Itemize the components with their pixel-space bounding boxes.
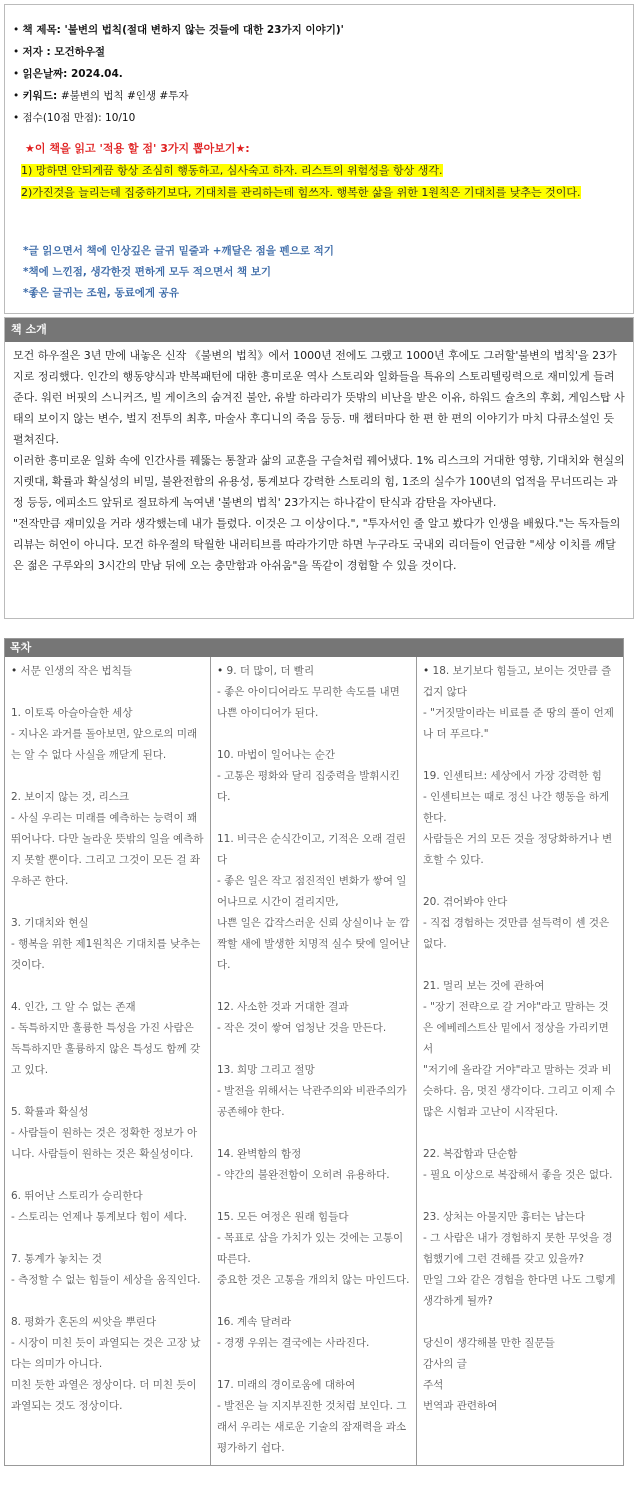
toc-entry: - 고통은 평화와 달리 집중력을 발휘시킨다. [217,770,400,803]
toc-entry: - 사람들이 원하는 것은 정확한 정보가 아니다. 사람들이 원하는 것은 확실성이다. [11,1127,198,1160]
toc-spacer [423,1186,617,1207]
toc-entry: - 행복을 위한 제1원칙은 기대치를 낮추는 것이다. [11,938,201,971]
score-row: • 점수(10점 만점): 10/10 [13,107,344,129]
toc-entry: 중요한 것은 고통을 개의치 않는 마인드다. [217,1274,410,1286]
toc-entry: 11. 비극은 순식간이고, 기적은 오래 걸린다 [217,833,406,866]
toc-entry: 1. 이토록 아슬아슬한 세상 [11,707,133,719]
toc-entry: 8. 평화가 혼돈의 씨앗을 뿌린다 [11,1316,157,1328]
toc-entry: 12. 사소한 것과 거대한 결과 [217,1001,349,1013]
toc-entry: - 사실 우리는 미래를 예측하는 능력이 꽤 뛰어나다. 다만 놀라운 뜻밖의 일을 예측하지 못할 뿐이다. 그리고 그것이 모든 걸 좌우하곤 한다. [11,812,204,887]
intro-paragraph: 이러한 흥미로운 일화 속에 인간사를 꿰뚫는 통찰과 삶의 교훈을 구슬처럼 꿰어냈다. 1% 리스크의 거대한 영향, 기대치와 현실의 지렛대, 확률과 확실성의 비밀, 불완전함의 유용성, 통계보다 강력한 스토리의 힘, 1조의 실수가 100년의 업적을 무너뜨리는 과정 등등, 에피소드 앞뒤로 절묘하게 녹여낸 '불변의 법칙' 23가지는 하나같이 탄식과 감탄을 자아낸다. [13,454,625,509]
keywords-label: 키워드 [22,90,53,102]
recommendation-item: 2)가진것을 늘리는데 집중하기보다, 기대치를 관리하는데 힘쓰자. 행복한 삶을 위한 1원칙은 기대치를 낮추는 것이다. [21,186,581,199]
intro-heading: 책 소개 [5,318,633,342]
toc-entry: 번역과 관련하여 [423,1400,498,1412]
toc-spacer [11,1081,204,1102]
toc-entry: 20. 겪어봐야 안다 [423,896,508,908]
toc-entry: 14. 완벽함의 함정 [217,1148,302,1160]
toc-spacer [423,871,617,892]
book-title-value: '불변의 법칙(절대 변하지 않는 것들에 대한 23가지 이야기)' [64,24,344,36]
toc-entry: 사람들은 거의 모든 것을 정당화하거나 변호할 수 있다. [423,833,613,866]
author-value: 모건하우절 [54,46,106,58]
author-row: • 저자 : 모건하우절 [13,41,344,63]
book-info-box [4,4,634,314]
toc-entry: 6. 뛰어난 스토리가 승리한다 [11,1190,143,1202]
toc-entry: - "장기 전략으로 갈 거야"라고 말하는 것은 에베레스트산 밑에서 정상을 가리키면서 [423,1001,609,1055]
toc-spacer [11,892,204,913]
toc-spacer [11,1291,204,1312]
toc-entry: - 발전은 늘 지지부진한 것처럼 보인다. 그래서 우리는 새로운 기술의 잠재력을 과소평가하기 쉽다. [217,1400,407,1454]
note-item: *글 읽으면서 책에 인상깊은 글귀 밑줄과 +깨달은 점을 펜으로 적기 [23,245,334,257]
toc-entry: 만일 그와 같은 경험을 한다면 나도 그렇게 생각하게 될까? [423,1274,616,1307]
toc-entry: 2. 보이지 않는 것, 리스크 [11,791,129,803]
book-info-list [13,19,344,129]
toc-entry: 19. 인센티브: 세상에서 가장 강력한 힘 [423,770,602,782]
toc-column-2 [211,657,417,1465]
toc-entry: - 스토리는 언제나 통계보다 힘이 세다. [11,1211,187,1223]
toc-entry: - 측정할 수 없는 힘들이 세상을 움직인다. [11,1274,201,1286]
note-item: *책에 느낀점, 생각한것 편하게 모두 적으면서 책 보기 [23,266,272,278]
toc-spacer [11,1228,204,1249]
toc-entry: "저기에 올라갈 거야"라고 말하는 것과 비슷하다. 음, 멋진 생각이다. 그리고 이제 수많은 시험과 고난이 시작된다. [423,1064,616,1118]
toc-entry: 16. 계속 달려라 [217,1316,292,1328]
toc-spacer [423,745,617,766]
toc-spacer [217,1291,410,1312]
toc-entry: 감사의 글 [423,1358,467,1370]
toc-entry: - 직접 경험하는 것만큼 설득력이 센 것은 없다. [423,917,610,950]
book-title-row: • 책 제목: '불변의 법칙(절대 변하지 않는 것들에 대한 23가지 이야기)' [13,19,344,41]
toc-entry: - "거짓말이라는 비료를 준 땅의 풀이 언제나 더 푸르다." [423,707,614,740]
toc-entry: 23. 상처는 아물지만 흉터는 남는다 [423,1211,585,1223]
toc-entry: 21. 멀리 보는 것에 관하여 [423,980,545,992]
intro-paragraph: "전작만큼 재미있을 거라 생각했는데 내가 틀렸다. 이것은 그 이상이다.", "투자서인 줄 알고 봤다가 인생을 배웠다."는 독자들의 리뷰는 허언이 아니다. 모건 하우절의 탁월한 내러티브를 따라가기만 하면 누구라도 국내외 리더들이 언급한 "세상 이치를 깨달은 젊은 구루와의 3시간의 만남 뒤에 오는 충만함과 아쉬움"을 똑같이 경험할 수 있을 것이다. [13,517,621,572]
table-of-contents [4,638,624,1466]
toc-entry: - 좋은 일은 작고 점진적인 변화가 쌓여 일어나므로 시간이 걸리지만, [217,875,407,908]
keywords-value: #불변의 법칙 #인생 #투자 [60,90,189,102]
toc-spacer [217,1123,410,1144]
date-value: 2024.04. [70,68,123,80]
toc-entry: • 9. 더 많이, 더 빨리 [217,661,410,682]
toc-entry: - 필요 이상으로 복잡해서 좋을 것은 없다. [423,1169,613,1181]
intro-body [5,342,633,576]
toc-spacer [11,682,204,703]
toc-spacer [423,1312,617,1333]
toc-spacer [217,1354,410,1375]
note-item: *좋은 글귀는 조원, 동료에게 공유 [23,287,179,299]
toc-entry: 3. 기대치와 현실 [11,917,89,929]
score-label: 점수(10점 만점) [22,112,99,124]
toc-heading: 목차 [5,639,623,657]
toc-entry: 10. 마법이 일어나는 순간 [217,749,335,761]
toc-spacer [11,1165,204,1186]
toc-entry: - 지나온 과거를 돌아보면, 앞으로의 미래는 알 수 없다 사실을 깨닫게 된다. [11,728,198,761]
toc-entry: • 18. 보기보다 힘들고, 보이는 것만큼 즐겁지 않다 [423,661,617,703]
toc-column-3 [417,657,623,1465]
toc-spacer [11,976,204,997]
toc-entry: - 좋은 아이디어라도 무리한 속도를 내면 나쁜 아이디어가 된다. [217,686,400,719]
toc-spacer [217,1039,410,1060]
toc-entry: • 서문 인생의 작은 법칙들 [11,661,204,682]
toc-spacer [217,1186,410,1207]
toc-spacer [217,976,410,997]
toc-entry: - 인센티브는 때로 정신 나간 행동을 하게 한다. [423,791,610,824]
book-intro-section [4,317,634,619]
toc-entry: 13. 희망 그리고 절망 [217,1064,315,1076]
recommendations [21,138,627,204]
intro-paragraph: 모건 하우절은 3년 만에 내놓은 신작 《불변의 법칙》에서 1000년 전에도 그랬고 1000년 후에도 그러할'불변의 법칙'을 23가지로 정리했다. 인간의 행동양식과 반복패턴에 대한 흥미로운 역사 스토리와 일화들을 특유의 스토리텔링력으로 재미있게 들려준다. 워런 버핏의 스니커즈, 빌 게이츠의 숨겨진 불안, 유발 하라리가 뜻밖의 비난을 받은 이유, 하워드 슐츠의 후회, 게임스탑 사태의 보이지 않는 변수, 벌지 전투의 최후, 마술사 후디니의 죽음 등등. 매 챕터마다 한 편 한 편의 이야기가 마치 다큐소설인 듯 펼쳐진다. [13,349,625,446]
toc-spacer [217,808,410,829]
toc-entry: 5. 확률과 확실성 [11,1106,89,1118]
toc-entry: - 작은 것이 쌓여 엄청난 것을 만든다. [217,1022,387,1034]
toc-spacer [423,955,617,976]
toc-entry: 17. 미래의 경이로움에 대하여 [217,1379,356,1391]
toc-entry: - 목표로 삼을 가치가 있는 것에는 고통이 따른다. [217,1232,404,1265]
score-value: 10/10 [105,112,136,124]
toc-entry: 22. 복잡함과 단순함 [423,1148,518,1160]
book-title-label: 책 제목 [22,24,57,36]
toc-entry: - 시장이 미친 듯이 과열되는 것은 고장 났다는 의미가 아니다. [11,1337,201,1370]
toc-entry: - 독특하지만 훌륭한 특성을 가진 사람은 독특하지만 훌륭하지 않은 특성도 함께 갖고 있다. [11,1022,201,1076]
reading-notes [23,241,334,304]
toc-entry: - 약간의 불완전함이 오히려 유용하다. [217,1169,390,1181]
toc-entry: 미친 듯한 과열은 정상이다. 더 미친 듯이 과열되는 것도 정상이다. [11,1379,197,1412]
toc-entry: 당신이 생각해볼 만한 질문들 [423,1337,555,1349]
date-label: 읽은날짜 [22,68,64,80]
toc-entry: 15. 모든 여정은 원래 힘들다 [217,1211,349,1223]
recommendations-title: ★이 책을 읽고 '적용 할 점' 3가지 뽑아보기★: [25,142,250,155]
recommendation-item: 1) 망하면 안되게끔 항상 조심히 행동하고, 심사숙고 하자. 리스트의 위험성을 항상 생각. [21,164,443,177]
toc-entry: - 경쟁 우위는 결국에는 사라진다. [217,1337,370,1349]
toc-entry: 7. 통계가 놓치는 것 [11,1253,103,1265]
toc-entry: 나쁜 일은 갑작스러운 신뢰 상실이나 눈 깜짝할 새에 발생한 치명적 실수 탓에 일어난다. [217,917,410,971]
toc-column-1 [5,657,211,1465]
toc-spacer [423,1123,617,1144]
toc-entry: - 그 사람은 내가 경험하지 못한 무엇을 경험했기에 그런 견해를 갖고 있을까? [423,1232,613,1265]
toc-entry: 주석 [423,1379,444,1391]
toc-entry: 4. 인간, 그 알 수 없는 존재 [11,1001,136,1013]
toc-spacer [11,766,204,787]
toc-entry: - 발전을 위해서는 낙관주의와 비관주의가 공존해야 한다. [217,1085,407,1118]
keywords-row: • 키워드: #불변의 법칙 #인생 #투자 [13,85,344,107]
author-label: 저자 [22,46,43,58]
date-row: • 읽은날짜: 2024.04. [13,63,344,85]
toc-spacer [217,724,410,745]
